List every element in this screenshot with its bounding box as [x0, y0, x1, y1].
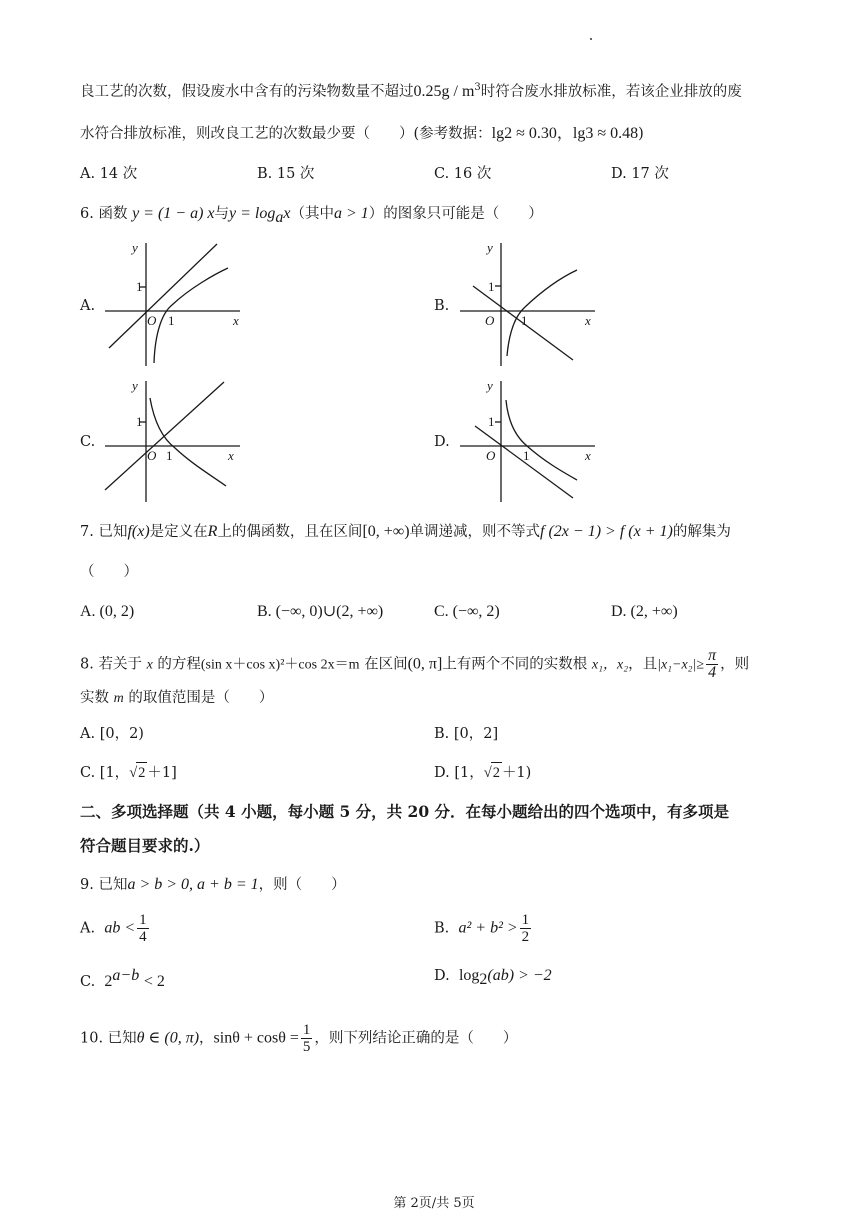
q6-graph-c — [100, 376, 250, 506]
q6-condition: a > 1 — [333, 205, 369, 222]
q8-stem — [80, 648, 749, 681]
q9-b-expr: a² + b² > — [458, 919, 518, 937]
q7-mid2: 上的偶函数，且在区间 — [217, 524, 363, 540]
y-label: y — [487, 378, 493, 393]
q6-function-2: y = log — [229, 205, 276, 222]
q6-option-a-label: A. — [80, 298, 96, 314]
origin-label: O — [147, 448, 157, 463]
q8-mid3: 上有两个不同的实数根 — [442, 656, 588, 673]
q9-c-exp: a−b — [112, 967, 140, 984]
q9-a-num: 1 — [139, 912, 147, 928]
q8-tail: ，则 — [720, 656, 750, 673]
q7-option-b: B. (−∞, 0)∪(2, +∞) — [257, 603, 384, 620]
q9-b-den: 2 — [521, 929, 530, 945]
x-one-label: 1 — [168, 313, 175, 328]
section2-heading-line1: 二、多项选择题（共 4 小题，每小题 5 分，共 20 分．在每小题给出的四个选项中，有多项是 — [80, 802, 730, 821]
q10-tail: ，则下列结论正确的是（ ） — [314, 1030, 518, 1047]
y-one-label: 1 — [488, 414, 495, 429]
q8-mid2: 在区间 — [364, 656, 408, 673]
q7-function: f(x) — [127, 523, 150, 540]
q9-option-d — [434, 966, 552, 990]
q9-a-den: 4 — [139, 929, 147, 945]
q9-a-frac — [137, 912, 149, 945]
q7-option-c: C. (−∞, 2) — [434, 603, 500, 620]
q10-number: 10. — [80, 1030, 104, 1047]
x-label: x — [233, 313, 239, 328]
q8-option-c-tail: ＋1] — [147, 765, 177, 781]
q8-option-d-tail: ＋1) — [501, 765, 532, 781]
log-curve — [507, 270, 577, 356]
q5-limit-sup: 3 — [474, 82, 481, 93]
q6-stem — [80, 204, 543, 228]
q6-log-arg: x — [283, 205, 291, 222]
q9-pre: 已知 — [98, 877, 128, 893]
q6-graph-a — [100, 238, 250, 368]
q7-inequality: f (2x − 1) > f (x + 1) — [540, 523, 673, 540]
q10-stem — [80, 1022, 517, 1055]
q8-mid4: ，且 — [628, 656, 658, 673]
q8-option-c-pre: C. [1， — [80, 765, 130, 781]
y-label: y — [132, 378, 138, 393]
q7-mid3: 单调递减，则不等式 — [409, 524, 541, 540]
q7-pre: 已知 — [98, 524, 128, 540]
q8-pre: 若关于 — [98, 656, 142, 673]
q9-b-num: 1 — [521, 912, 530, 928]
q5-limit-value: 0.25g / m — [413, 82, 475, 100]
x-label: x — [585, 448, 591, 463]
q5-line2-text: 水符合排放标准，则改良工艺的次数最少要（ ）(参考数据： — [80, 126, 492, 142]
q8-option-b: B. [0，2] — [434, 726, 499, 742]
q10-mid: ， — [199, 1030, 214, 1047]
q9-b-frac — [520, 912, 532, 945]
q5-line2-end: ) — [638, 126, 644, 142]
q9-c-tail: < 2 — [143, 972, 165, 990]
q6-graph-b — [455, 238, 605, 368]
scan-speck — [590, 38, 592, 40]
q6-graph-d — [455, 376, 605, 506]
x-label: x — [228, 448, 234, 463]
q9-a-expr: ab < — [104, 919, 136, 937]
q9-option-b — [434, 912, 533, 945]
q6-number: 6. — [80, 206, 94, 222]
q6-option-b-label: B. — [434, 298, 450, 314]
q8-pi-over-4 — [706, 648, 718, 681]
q8-equation: (sin x＋cos x)²＋cos 2x＝m — [200, 657, 360, 673]
q7-tail: 的解集为 — [672, 524, 731, 540]
q8-abs-diff: |x₁−x₂|≥ — [657, 657, 705, 673]
log-curve — [150, 398, 226, 486]
q9-option-a — [80, 912, 151, 945]
q9-d-tail: (ab) > −2 — [487, 967, 552, 984]
log-curve — [506, 400, 577, 480]
q8-option-d-radicand: 2 — [491, 762, 502, 783]
q9-c-base: 2 — [104, 972, 113, 990]
q10-num: 1 — [302, 1022, 311, 1038]
q7-mid1: 是定义在 — [149, 524, 208, 540]
q9-stem — [80, 875, 346, 895]
q6-pre: 函数 — [98, 206, 128, 222]
q10-frac — [301, 1022, 313, 1055]
q5-line1-tail: 时符合废水排放标准，若该企业排放的废 — [480, 83, 742, 100]
x-one-label: 1 — [166, 448, 173, 463]
q9-c-label: C. — [80, 973, 96, 990]
q9-number: 9. — [80, 877, 94, 893]
q10-equation: sinθ + cosθ = — [213, 1029, 299, 1047]
q8-roots: x₁，x₂ — [591, 657, 629, 673]
q6-option-c-label: C. — [80, 434, 96, 450]
q7-option-a: A. (0, 2) — [80, 603, 135, 620]
q5-option-d: D. 17 次 — [611, 166, 669, 182]
q9-b-label: B. — [434, 920, 450, 937]
q5-line2 — [80, 124, 644, 144]
y-one-label: 1 — [136, 279, 143, 294]
sqrt-sign: √ — [483, 765, 492, 781]
q5-reference-data: lg2 ≈ 0.30，lg3 ≈ 0.48 — [491, 125, 639, 142]
q9-condition: a > b > 0, a + b = 1 — [127, 876, 259, 893]
q7-domain: R — [207, 523, 218, 540]
q5-line1-text: 良工艺的次数，假设废水中含有的污染物数量不超过 — [80, 83, 414, 100]
q5-line1 — [80, 78, 742, 102]
q7-option-d: D. (2, +∞) — [611, 603, 678, 620]
x-one-label: 1 — [521, 313, 528, 328]
q8-number: 8. — [80, 656, 94, 673]
origin-label: O — [147, 313, 157, 328]
y-one-label: 1 — [488, 279, 495, 294]
x-one-label: 1 — [523, 448, 530, 463]
line-graph — [109, 244, 217, 348]
q10-den: 5 — [302, 1039, 311, 1055]
q5-option-a: A. 14 次 — [80, 166, 138, 182]
log-curve — [154, 268, 228, 363]
q10-condition: θ ∈ (0, π) — [136, 1029, 200, 1047]
q7-number: 7. — [80, 524, 94, 540]
q6-cond-pre: （其中 — [290, 206, 334, 222]
y-one-label: 1 — [136, 414, 143, 429]
q8-variable: x — [146, 657, 153, 673]
q8-option-a: A. [0，2) — [80, 726, 144, 742]
q8-line2 — [80, 688, 273, 709]
q9-d-sub: 2 — [479, 970, 488, 988]
q6-log-base: a — [275, 208, 284, 226]
q8-line2-pre: 实数 — [80, 690, 109, 706]
q7-stem — [80, 522, 731, 542]
q6-mid: 与 — [214, 206, 230, 222]
section2-heading-line2: 符合题目要求的.） — [80, 836, 210, 855]
x-label: x — [585, 313, 591, 328]
q8-frac-num: π — [708, 647, 717, 664]
q8-option-d-pre: D. [1， — [434, 765, 484, 781]
q8-option-c — [80, 762, 177, 783]
q8-option-c-radicand: 2 — [136, 762, 147, 783]
q7-answer-paren: （ ） — [80, 564, 138, 580]
q8-mid1: 的方程 — [157, 656, 201, 673]
q9-d-label: D. — [434, 968, 450, 984]
q10-pre: 已知 — [107, 1030, 137, 1047]
q5-option-b: B. 15 次 — [257, 166, 315, 182]
sqrt-sign: √ — [129, 765, 138, 781]
q8-frac-den: 4 — [708, 664, 717, 681]
q9-a-label: A. — [80, 920, 96, 937]
q5-option-c: C. 16 次 — [434, 166, 492, 182]
q8-line2-tail: 的取值范围是（ ） — [128, 690, 274, 706]
q6-cond-post: ）的图象只可能是（ ） — [368, 206, 543, 222]
q8-m: m — [113, 691, 124, 706]
q9-d-expr: log — [458, 967, 480, 984]
origin-label: O — [485, 313, 495, 328]
y-label: y — [132, 240, 138, 255]
q9-option-c — [80, 966, 165, 992]
q9-tail: ，则（ ） — [258, 877, 346, 893]
q6-option-d-label: D. — [434, 434, 450, 450]
q6-function-1: y = (1 − a) x — [132, 205, 215, 222]
q8-option-d — [434, 762, 531, 783]
q7-interval: [0, +∞) — [362, 523, 410, 540]
q8-interval: (0, π] — [407, 655, 443, 673]
page-footer: 第 2页/共 5页 — [393, 1196, 475, 1211]
origin-label: O — [486, 448, 496, 463]
y-label: y — [487, 240, 493, 255]
